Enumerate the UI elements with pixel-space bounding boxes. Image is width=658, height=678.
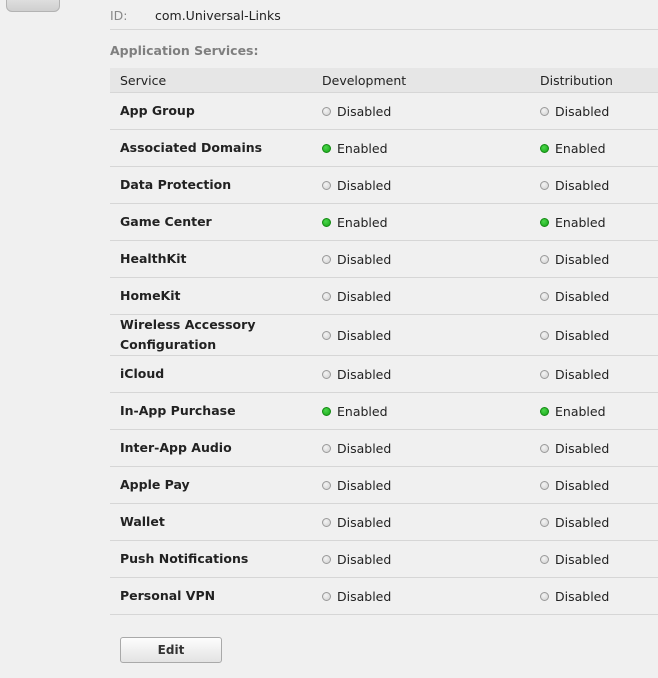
status-indicator bbox=[540, 328, 609, 343]
status-indicator bbox=[322, 404, 388, 419]
status-indicator bbox=[540, 178, 609, 193]
status-indicator bbox=[540, 141, 606, 156]
status-text: Disabled bbox=[337, 288, 392, 304]
top-left-tab-button[interactable] bbox=[6, 0, 60, 12]
service-name: In-App Purchase bbox=[110, 393, 322, 430]
status-disabled-icon bbox=[322, 370, 331, 379]
status-indicator bbox=[322, 328, 391, 343]
status-disabled-icon bbox=[540, 518, 549, 527]
status-indicator bbox=[540, 289, 609, 304]
service-name: Wireless Accessory Configuration bbox=[110, 315, 322, 356]
service-name: iCloud bbox=[110, 356, 322, 393]
table-row bbox=[110, 130, 658, 167]
status-indicator bbox=[540, 552, 609, 567]
service-name: Game Center bbox=[110, 204, 322, 241]
status-indicator bbox=[540, 104, 609, 119]
status-disabled-icon bbox=[540, 370, 549, 379]
status-disabled-icon bbox=[322, 444, 331, 453]
status-disabled-icon bbox=[322, 481, 331, 490]
service-distribution-cell bbox=[540, 315, 658, 356]
status-text: Disabled bbox=[337, 514, 392, 530]
status-indicator bbox=[322, 289, 391, 304]
service-development-cell bbox=[322, 241, 540, 278]
table-row bbox=[110, 356, 658, 393]
status-disabled-icon bbox=[540, 481, 549, 490]
service-development-cell bbox=[322, 578, 540, 615]
status-indicator bbox=[540, 478, 609, 493]
app-id-label: ID: bbox=[110, 8, 128, 23]
status-text: Enabled bbox=[555, 403, 606, 419]
service-development-cell bbox=[322, 130, 540, 167]
app-id-value: com.Universal-Links bbox=[155, 8, 281, 23]
status-text: Disabled bbox=[337, 440, 392, 456]
status-indicator bbox=[322, 515, 391, 530]
status-disabled-icon bbox=[540, 292, 549, 301]
status-text: Disabled bbox=[337, 327, 392, 343]
services-table-body bbox=[110, 93, 658, 615]
table-header-row bbox=[110, 68, 658, 93]
service-distribution-cell bbox=[540, 467, 658, 504]
column-header-distribution: Distribution bbox=[540, 68, 658, 93]
status-disabled-icon bbox=[322, 555, 331, 564]
status-text: Disabled bbox=[555, 327, 610, 343]
status-disabled-icon bbox=[540, 181, 549, 190]
status-text: Disabled bbox=[337, 103, 392, 119]
service-name: Personal VPN bbox=[110, 578, 322, 615]
service-development-cell bbox=[322, 167, 540, 204]
status-indicator bbox=[322, 367, 391, 382]
table-row bbox=[110, 204, 658, 241]
service-development-cell bbox=[322, 93, 540, 130]
status-indicator bbox=[322, 252, 391, 267]
service-distribution-cell bbox=[540, 578, 658, 615]
status-indicator bbox=[540, 252, 609, 267]
status-text: Disabled bbox=[337, 551, 392, 567]
status-text: Enabled bbox=[337, 403, 388, 419]
services-table bbox=[110, 68, 658, 615]
status-enabled-icon bbox=[322, 144, 331, 153]
service-development-cell bbox=[322, 315, 540, 356]
service-distribution-cell bbox=[540, 393, 658, 430]
edit-button[interactable]: Edit bbox=[120, 637, 222, 663]
service-name: HomeKit bbox=[110, 278, 322, 315]
status-disabled-icon bbox=[540, 592, 549, 601]
table-row bbox=[110, 241, 658, 278]
table-row bbox=[110, 315, 658, 356]
status-enabled-icon bbox=[540, 218, 549, 227]
table-row bbox=[110, 167, 658, 204]
table-row bbox=[110, 541, 658, 578]
status-indicator bbox=[540, 367, 609, 382]
column-header-development: Development bbox=[322, 68, 540, 93]
status-text: Disabled bbox=[555, 288, 610, 304]
service-development-cell bbox=[322, 278, 540, 315]
table-row bbox=[110, 467, 658, 504]
status-text: Disabled bbox=[555, 366, 610, 382]
status-indicator bbox=[540, 404, 606, 419]
status-indicator bbox=[322, 215, 388, 230]
status-disabled-icon bbox=[540, 444, 549, 453]
service-distribution-cell bbox=[540, 241, 658, 278]
status-indicator bbox=[540, 215, 606, 230]
service-distribution-cell bbox=[540, 541, 658, 578]
service-name: Apple Pay bbox=[110, 467, 322, 504]
service-distribution-cell bbox=[540, 430, 658, 467]
status-enabled-icon bbox=[540, 407, 549, 416]
status-text: Disabled bbox=[337, 477, 392, 493]
status-enabled-icon bbox=[540, 144, 549, 153]
service-distribution-cell bbox=[540, 278, 658, 315]
status-text: Disabled bbox=[555, 477, 610, 493]
table-row bbox=[110, 504, 658, 541]
status-disabled-icon bbox=[540, 107, 549, 116]
status-text: Disabled bbox=[555, 440, 610, 456]
status-enabled-icon bbox=[322, 407, 331, 416]
status-text: Disabled bbox=[337, 177, 392, 193]
service-name: Wallet bbox=[110, 504, 322, 541]
status-indicator bbox=[540, 589, 609, 604]
application-services-title: Application Services: bbox=[110, 43, 259, 58]
service-development-cell bbox=[322, 204, 540, 241]
status-enabled-icon bbox=[322, 218, 331, 227]
status-indicator bbox=[322, 589, 391, 604]
status-disabled-icon bbox=[322, 107, 331, 116]
service-name: HealthKit bbox=[110, 241, 322, 278]
status-indicator bbox=[322, 104, 391, 119]
status-disabled-icon bbox=[322, 592, 331, 601]
status-disabled-icon bbox=[540, 555, 549, 564]
service-name: Associated Domains bbox=[110, 130, 322, 167]
table-row bbox=[110, 93, 658, 130]
status-disabled-icon bbox=[322, 292, 331, 301]
status-disabled-icon bbox=[322, 255, 331, 264]
table-row bbox=[110, 430, 658, 467]
service-name: Inter-App Audio bbox=[110, 430, 322, 467]
service-development-cell bbox=[322, 393, 540, 430]
service-development-cell bbox=[322, 504, 540, 541]
service-distribution-cell bbox=[540, 356, 658, 393]
status-text: Disabled bbox=[555, 551, 610, 567]
status-text: Disabled bbox=[337, 366, 392, 382]
status-indicator bbox=[540, 441, 609, 456]
status-indicator bbox=[322, 478, 391, 493]
table-row bbox=[110, 393, 658, 430]
status-text: Disabled bbox=[555, 177, 610, 193]
status-indicator bbox=[322, 141, 388, 156]
column-header-service: Service bbox=[110, 68, 322, 93]
status-disabled-icon bbox=[322, 181, 331, 190]
status-text: Disabled bbox=[555, 251, 610, 267]
status-indicator bbox=[322, 178, 391, 193]
service-distribution-cell bbox=[540, 130, 658, 167]
status-indicator bbox=[322, 441, 391, 456]
status-indicator bbox=[322, 552, 391, 567]
status-text: Disabled bbox=[555, 588, 610, 604]
service-distribution-cell bbox=[540, 93, 658, 130]
status-text: Disabled bbox=[555, 103, 610, 119]
status-text: Disabled bbox=[337, 588, 392, 604]
table-row bbox=[110, 278, 658, 315]
service-distribution-cell bbox=[540, 167, 658, 204]
status-disabled-icon bbox=[540, 255, 549, 264]
service-distribution-cell bbox=[540, 504, 658, 541]
status-disabled-icon bbox=[540, 331, 549, 340]
status-text: Disabled bbox=[555, 514, 610, 530]
status-text: Enabled bbox=[337, 214, 388, 230]
service-development-cell bbox=[322, 430, 540, 467]
status-text: Enabled bbox=[555, 140, 606, 156]
service-name: App Group bbox=[110, 93, 322, 130]
service-development-cell bbox=[322, 467, 540, 504]
status-text: Disabled bbox=[337, 251, 392, 267]
service-name: Push Notifications bbox=[110, 541, 322, 578]
service-name: Data Protection bbox=[110, 167, 322, 204]
status-text: Enabled bbox=[337, 140, 388, 156]
service-development-cell bbox=[322, 541, 540, 578]
app-id-row bbox=[110, 6, 658, 30]
service-distribution-cell bbox=[540, 204, 658, 241]
status-text: Enabled bbox=[555, 214, 606, 230]
status-indicator bbox=[540, 515, 609, 530]
status-disabled-icon bbox=[322, 331, 331, 340]
status-disabled-icon bbox=[322, 518, 331, 527]
table-row bbox=[110, 578, 658, 615]
service-development-cell bbox=[322, 356, 540, 393]
